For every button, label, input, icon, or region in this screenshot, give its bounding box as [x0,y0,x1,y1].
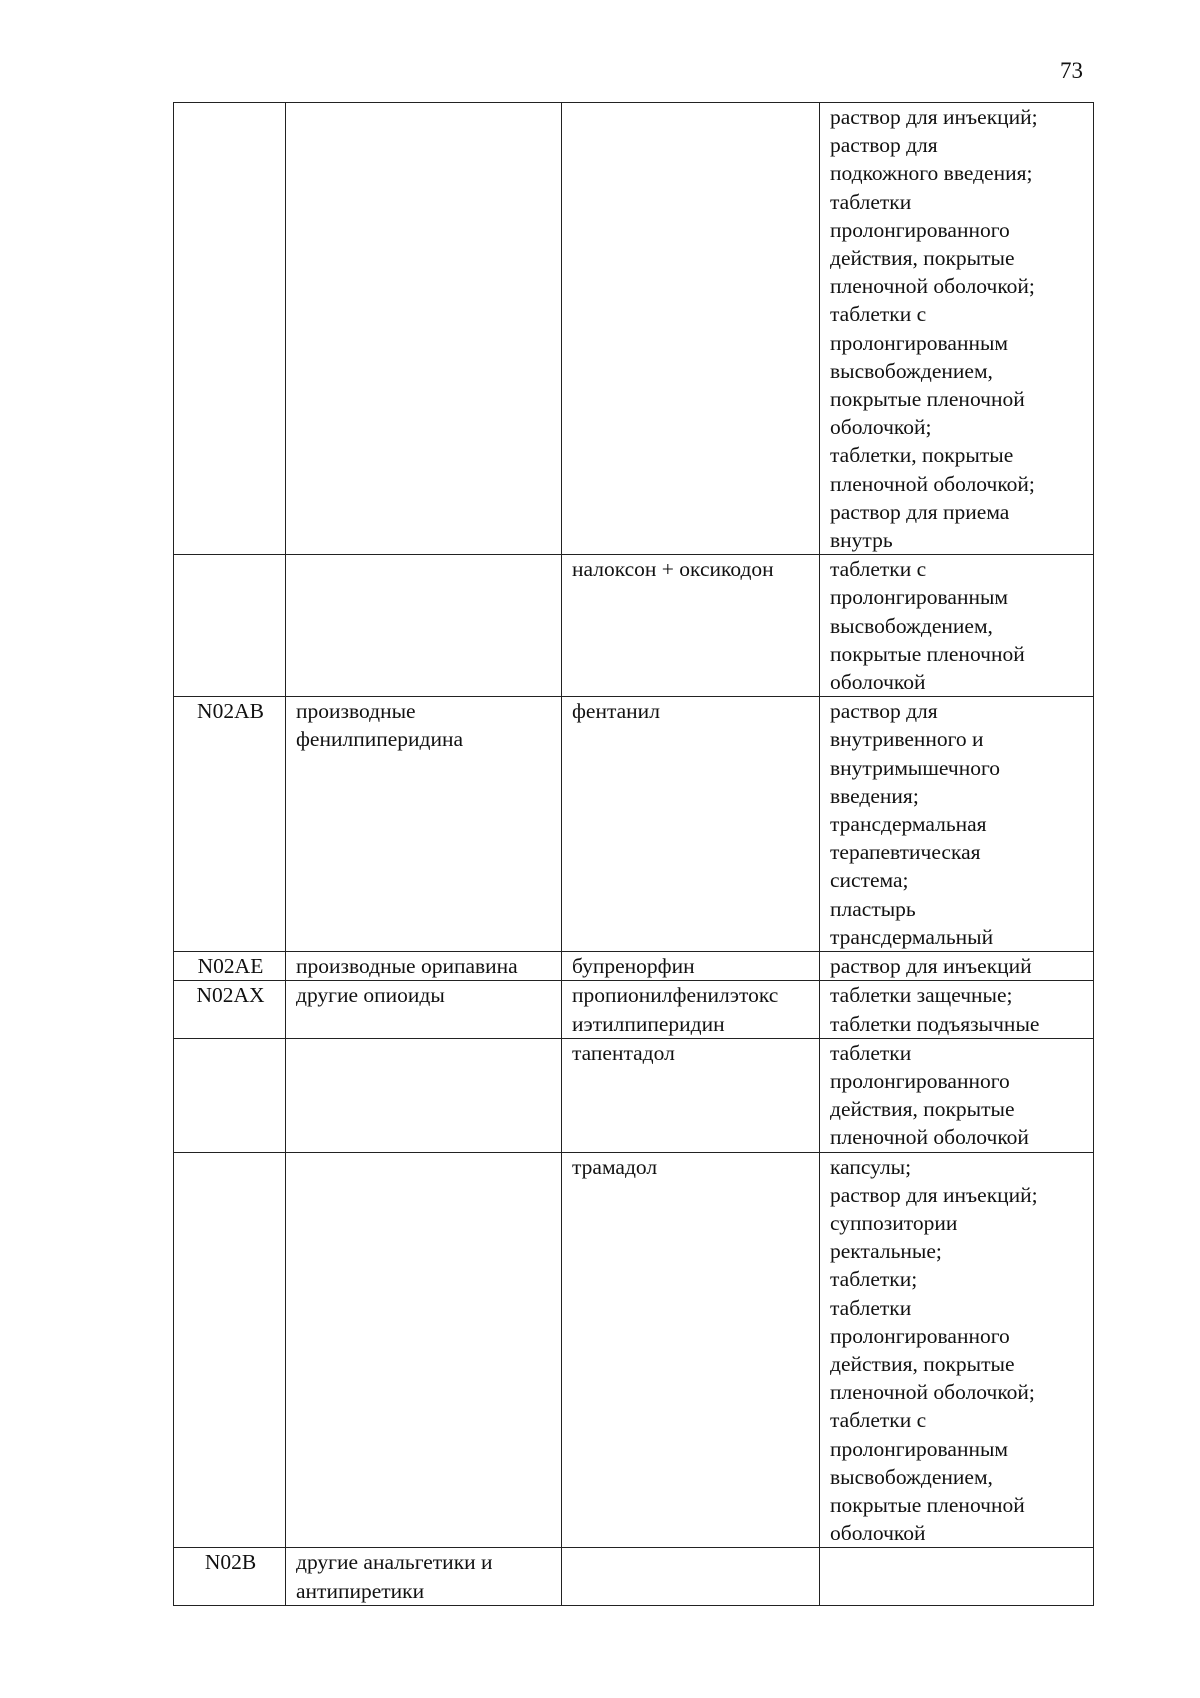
atc-code-cell [174,103,286,555]
table-row [174,103,1094,555]
table-row [174,697,1094,952]
group-cell [286,103,562,555]
dosage-form-cell [820,1548,1094,1605]
drug-table [173,102,1094,1606]
group-cell [286,1038,562,1152]
atc-code-cell: N02AB [174,697,286,952]
atc-code-cell: N02AX [174,981,286,1038]
dosage-form-cell: таблетки с пролонгированным высвобождением, покрытые пленочной оболочкой [820,555,1094,697]
table-row [174,952,1094,981]
drug-name-cell: налоксон + оксикодон [562,555,820,697]
drug-name-cell [562,103,820,555]
atc-code-cell [174,1038,286,1152]
page-number: 73 [1060,58,1083,83]
atc-code-cell [174,555,286,697]
dosage-form-cell: таблетки пролонгированного действия, покрытые пленочной оболочкой [820,1038,1094,1152]
drug-name-cell: фентанил [562,697,820,952]
group-cell [286,555,562,697]
atc-code-cell: N02AE [174,952,286,981]
dosage-form-cell: таблетки защечные; таблетки подъязычные [820,981,1094,1038]
group-cell: другие опиоиды [286,981,562,1038]
drug-name-cell: тапентадол [562,1038,820,1152]
dosage-form-cell: раствор для внутривенного и внутримышечного введения; трансдермальная терапевтическая система; пластырь трансдермальный [820,697,1094,952]
drug-name-cell [562,1548,820,1605]
atc-code-cell: N02B [174,1548,286,1605]
atc-code-cell [174,1152,286,1548]
group-cell: производные орипавина [286,952,562,981]
group-cell: другие анальгетики и антипиретики [286,1548,562,1605]
table-row [174,555,1094,697]
group-cell: производные фенилпиперидина [286,697,562,952]
table-row [174,1548,1094,1605]
group-cell [286,1152,562,1548]
dosage-form-cell: раствор для инъекций; раствор для подкожного введения; таблетки пролонгированного действия, покрытые пленочной оболочкой; таблетки с пролонгированным высвобождением, покрытые пленочной оболочкой; таблетки, покрытые пленочной оболочкой; раствор для приема внутрь [820,103,1094,555]
table-row [174,1038,1094,1152]
drug-name-cell: бупренорфин [562,952,820,981]
dosage-form-cell: раствор для инъекций [820,952,1094,981]
table-row [174,981,1094,1038]
dosage-form-cell: капсулы; раствор для инъекций; суппозитории ректальные; таблетки; таблетки пролонгированного действия, покрытые пленочной оболочкой; таблетки с пролонгированным высвобождением, покрытые пленочной оболочкой [820,1152,1094,1548]
table-row [174,1152,1094,1548]
drug-name-cell: пропионилфенилэтокс иэтилпиперидин [562,981,820,1038]
drug-name-cell: трамадол [562,1152,820,1548]
